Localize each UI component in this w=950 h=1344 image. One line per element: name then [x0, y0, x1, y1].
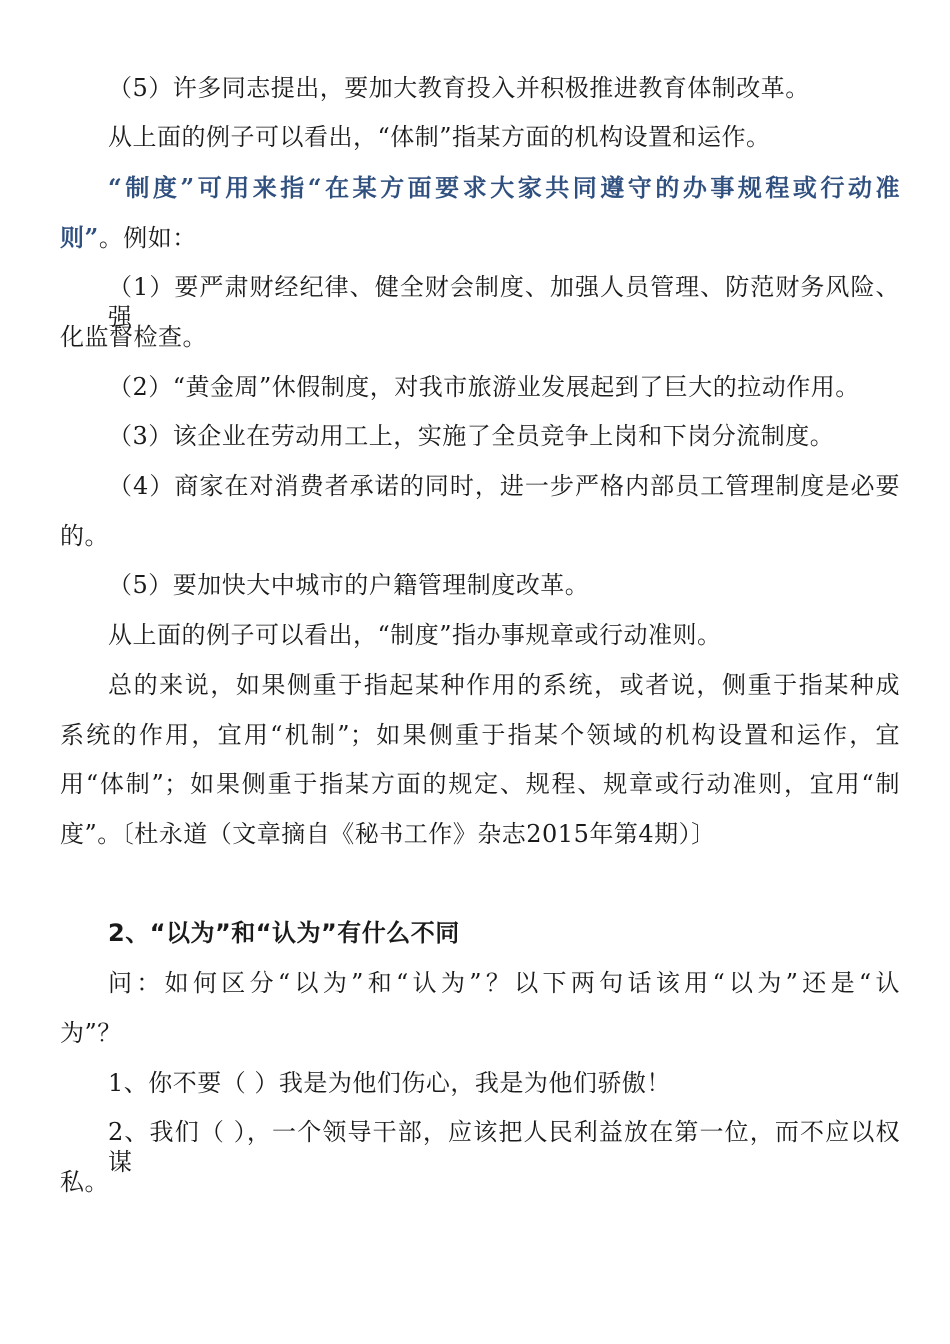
question-line: 问：如何区分“以为”和“认为”？以下两句话该用“以为”还是“认 — [108, 969, 900, 997]
example-sentence: 1、你不要（ ）我是为他们伤心，我是为他们骄傲！ — [108, 1069, 671, 1097]
paragraph-line: 从上面的例子可以看出，“体制”指某方面的机构设置和运作。 — [108, 123, 771, 151]
paragraph-text: 。例如： — [98, 224, 197, 252]
paragraph-line: （5）要加快大中城市的户籍管理制度改革。 — [108, 571, 590, 599]
paragraph-line: （5）许多同志提出，要加大教育投入并积极推进教育体制改革。 — [108, 74, 810, 102]
paragraph-line: 化监督检查。 — [60, 323, 207, 351]
emphasized-definition-end: 则” — [60, 223, 99, 252]
section-heading: 2、“以为”和“认为”有什么不同 — [108, 919, 460, 947]
paragraph-line: （2）“黄金周”休假制度，对我市旅游业发展起到了巨大的拉动作用。 — [108, 373, 860, 401]
paragraph-line: 的。 — [60, 522, 109, 550]
example-sentence: 私。 — [60, 1168, 109, 1196]
paragraph-line: 用“体制”；如果侧重于指某方面的规定、规程、规章或行动准则，宜用“制 — [60, 770, 900, 798]
emphasized-definition-line: “制度”可用来指“在某方面要求大家共同遵守的办事规程或行动准 — [108, 173, 900, 202]
question-line: 为”？ — [60, 1019, 122, 1047]
citation-line: 度”。〔杜永道（文章摘自《秘书工作》杂志2015年第4期）〕 — [60, 820, 716, 848]
example-sentence: 2、我们（ ），一个领导干部，应该把人民利益放在第一位，而不应以权谋 — [108, 1118, 900, 1176]
paragraph-line: 系统的作用，宜用“机制”；如果侧重于指某个领域的机构设置和运作，宜 — [60, 721, 900, 749]
paragraph-line: 从上面的例子可以看出，“制度”指办事规章或行动准则。 — [108, 621, 722, 649]
paragraph-line: （4）商家在对消费者承诺的同时，进一步严格内部员工管理制度是必要 — [108, 472, 900, 500]
paragraph-line: 总的来说，如果侧重于指起某种作用的系统，或者说，侧重于指某种成 — [108, 671, 900, 699]
paragraph-line: （3）该企业在劳动用工上，实施了全员竞争上岗和下岗分流制度。 — [108, 422, 835, 450]
paragraph-line: （1）要严肃财经纪律、健全财会制度、加强人员管理、防范财务风险、强 — [108, 273, 900, 331]
paragraph-line — [60, 223, 900, 253]
